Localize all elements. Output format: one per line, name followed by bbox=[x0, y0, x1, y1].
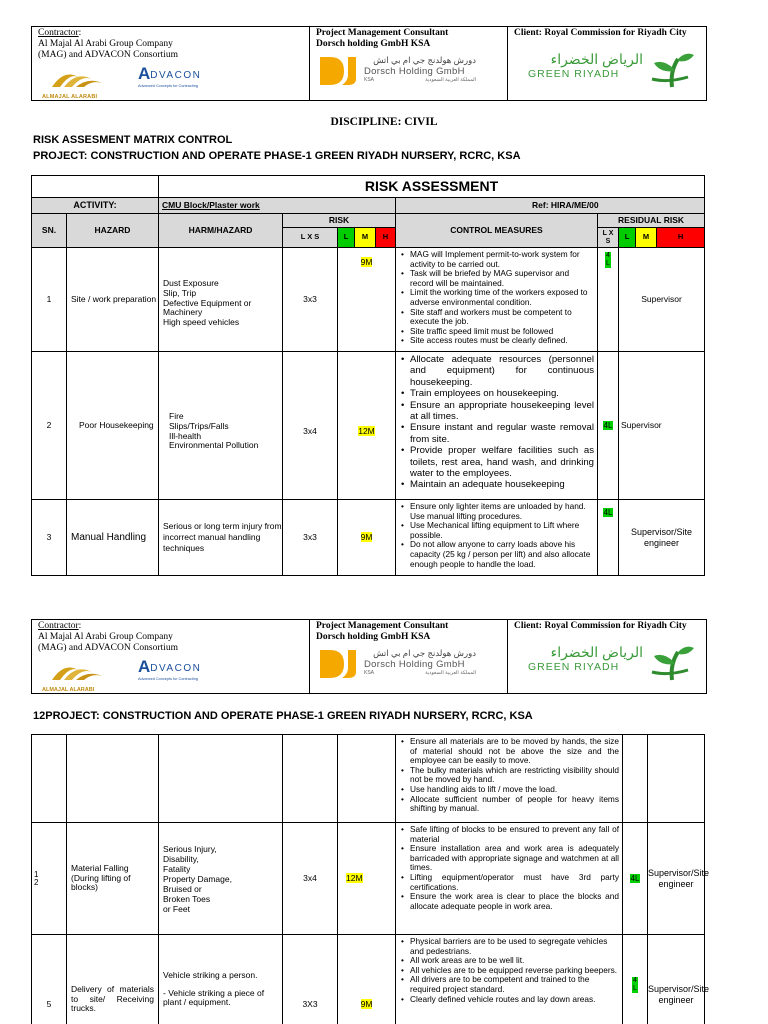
dorsch-arabic-sub: المملكة العربية السعودية bbox=[425, 77, 476, 83]
row-hazard: Site / work preparation bbox=[67, 248, 159, 352]
contractor-line1: Al Majal Al Arabi Group Company bbox=[38, 39, 173, 49]
contractor-cell: Contractor: Al Majal Al Arabi Group Company (MAG) and ADVACON Consortium ALMAJAL ALARABI A DVACON Advanced Concepts for Contracting bbox=[32, 27, 310, 100]
control-item: • Physical barriers are to be used to segregate vehicles and pedestrians. bbox=[400, 937, 619, 956]
advacon-logo-initial: A bbox=[138, 657, 151, 676]
control-item: • Lifting equipment/operator must have 3rd party certifications. bbox=[400, 873, 619, 892]
control-item: • Ensure an appropriate housekeeping level at all times. bbox=[400, 400, 594, 423]
almajal-alarabi-logo bbox=[42, 67, 112, 100]
activity-value: CMU Block/Plaster work bbox=[162, 199, 260, 210]
row-harm bbox=[159, 248, 283, 352]
green-riyadh-logo-icon bbox=[648, 642, 696, 682]
control-item: • Site access routes must be clearly defined. bbox=[400, 336, 594, 346]
almajal-logo-icon bbox=[42, 660, 112, 682]
row-lxs: 3X3 bbox=[283, 935, 338, 1024]
table-corner-cell bbox=[32, 176, 159, 198]
pmc-cell bbox=[310, 620, 508, 693]
dorsch-logo-icon bbox=[318, 55, 358, 87]
table-row bbox=[32, 935, 705, 1024]
control-item: • Site staff and workers must be competent to execute the job. bbox=[400, 308, 594, 327]
row-hazard: Material Falling (During lifting of blocks) bbox=[67, 823, 159, 935]
green-riyadh-text bbox=[528, 644, 643, 673]
row-risk-cell bbox=[338, 248, 396, 352]
row-risk: 9M bbox=[360, 531, 373, 542]
row-hazard: Manual Handling bbox=[67, 500, 159, 576]
row-responsible: Supervisor/Site engineer bbox=[648, 823, 705, 935]
row-risk: 9M bbox=[360, 998, 373, 1009]
row-harm bbox=[159, 735, 283, 823]
row-risk-cell bbox=[338, 935, 396, 1024]
activity-label: ACTIVITY: bbox=[32, 198, 159, 214]
control-item: • Limit the working time of the workers exposed to adverse environmental condition. bbox=[400, 288, 594, 307]
harm-item: High speed vehicles bbox=[163, 317, 240, 328]
harm-item: Slips/Trips/Falls bbox=[169, 420, 229, 431]
client-title: Client: Royal Commission for Riyadh City bbox=[514, 28, 687, 38]
almajal-logo-icon bbox=[42, 67, 112, 89]
row-residual-cell bbox=[623, 823, 648, 935]
row-lxs: 3x4 bbox=[283, 823, 338, 935]
green-riyadh-text bbox=[528, 51, 643, 80]
row-sn: 3 bbox=[32, 500, 67, 576]
control-item: • All vehicles are to be equipped reverse parking beepers. bbox=[400, 966, 619, 976]
control-item: • Ensure instant and regular waste removal from site. bbox=[400, 422, 594, 445]
control-item: • All drivers are to be competent and trained to the required project standard. bbox=[400, 975, 619, 994]
row-risk bbox=[338, 735, 396, 823]
row-risk: 9M bbox=[360, 257, 373, 267]
row-hazard: Poor Housekeeping bbox=[67, 352, 159, 500]
pmc-name: Dorsch holding GmbH KSA bbox=[316, 632, 431, 642]
row-hazard bbox=[67, 735, 159, 823]
row-lxs bbox=[283, 735, 338, 823]
row-controls bbox=[396, 352, 598, 500]
row-residual bbox=[623, 735, 648, 823]
dorsch-logo-icon bbox=[318, 648, 358, 680]
client-cell bbox=[508, 620, 706, 693]
col-low-header: L bbox=[338, 228, 355, 248]
row-harm: Serious or long term injury from incorrect manual handling techniques bbox=[159, 500, 283, 576]
col-control-header: CONTROL MEASURES bbox=[396, 214, 598, 248]
project-title: PROJECT: CONSTRUCTION AND OPERATE PHASE-1 GREEN RIYADH NURSERY, RCRC, KSA bbox=[33, 150, 521, 162]
document-header bbox=[31, 26, 707, 101]
control-item: • MAG will Implement permit-to-work system for activity to be carried out. bbox=[400, 250, 594, 269]
advacon-logo bbox=[138, 658, 228, 688]
col-high-header: H bbox=[376, 228, 396, 248]
control-item: • Ensure only lighter items are unloaded by hand. Use manual lifting procedures. bbox=[400, 502, 594, 521]
dorsch-arabic: دورش هولدنج جي ام بي اتش bbox=[373, 648, 476, 658]
row-risk-cell bbox=[338, 352, 396, 500]
harm-item: Serious Injury, bbox=[163, 843, 217, 854]
green-riyadh-name: GREEN RIYADH bbox=[528, 661, 620, 673]
green-riyadh-logo-icon bbox=[648, 49, 696, 89]
contractor-line2: (MAG) and ADVACON Consortium bbox=[38, 50, 178, 60]
col-residual-header: RESIDUAL RISK bbox=[598, 214, 705, 228]
pmc-title: Project Management Consultant bbox=[316, 28, 449, 38]
row-controls bbox=[396, 935, 623, 1024]
matrix-title: RISK ASSESMENT MATRIX CONTROL bbox=[33, 134, 233, 146]
harm-item: Defective Equipment or Machinery bbox=[163, 297, 252, 318]
table-row bbox=[32, 352, 705, 500]
col-medium-header: M bbox=[355, 228, 376, 248]
control-item: • Ensure the work area is clear to place the blocks and allocate adequate people in work area. bbox=[400, 892, 619, 911]
row-controls bbox=[396, 500, 598, 576]
almajal-logo-text: ALMAJAL ALARABI bbox=[42, 94, 98, 100]
harm-item: Property Damage, bbox=[163, 873, 232, 884]
contractor-label: Contractor bbox=[38, 621, 79, 631]
green-riyadh-name: GREEN RIYADH bbox=[528, 68, 620, 80]
row-responsible: Supervisor/Site engineer bbox=[619, 500, 705, 576]
project-title-2: 12PROJECT: CONSTRUCTION AND OPERATE PHASE-1 GREEN RIYADH NURSERY, RCRC, KSA bbox=[33, 710, 533, 722]
row-risk: 12M bbox=[346, 872, 363, 883]
row-risk-cell bbox=[338, 823, 396, 935]
harm-item: Fatality bbox=[163, 863, 191, 874]
ref-number: Ref: HIRA/ME/00 bbox=[396, 198, 705, 214]
col-medium-residual-header: M bbox=[636, 228, 657, 248]
table-row bbox=[32, 248, 705, 352]
row-risk-cell bbox=[338, 500, 396, 576]
row-residual-cell bbox=[623, 935, 648, 1024]
row-residual: 4L bbox=[603, 508, 613, 517]
control-item: • Train employees on housekeeping. bbox=[400, 388, 594, 399]
col-lxs-residual-header: L X S bbox=[598, 228, 619, 248]
advacon-logo-initial: A bbox=[138, 64, 151, 83]
contractor-line1: Al Majal Al Arabi Group Company bbox=[38, 632, 173, 642]
row-residual-cell bbox=[598, 248, 619, 352]
harm-item: Bruised or bbox=[163, 883, 202, 894]
dorsch-arabic: دورش هولدنج جي ام بي اتش bbox=[373, 55, 476, 65]
row-hazard: Delivery of materials to site/ Receiving trucks. bbox=[67, 935, 159, 1024]
row-controls bbox=[396, 248, 598, 352]
row-harm bbox=[159, 352, 283, 500]
risk-assessment-table-continued bbox=[31, 734, 710, 1024]
control-item: • The bulky materials which are restricting visibility should not be moved by hand. bbox=[400, 766, 619, 785]
row-sn: 5 bbox=[32, 935, 67, 1024]
col-hazard-header: HAZARD bbox=[67, 214, 159, 248]
pmc-title: Project Management Consultant bbox=[316, 621, 449, 631]
dorsch-ksa: KSA bbox=[364, 670, 375, 676]
almajal-alarabi-logo bbox=[42, 660, 112, 693]
control-item: • Maintain an adequate housekeeping bbox=[400, 479, 594, 490]
green-riyadh-arabic: الرياض الخضراء bbox=[550, 51, 643, 67]
row-responsible: Supervisor bbox=[619, 352, 705, 500]
harm-item: Ill-health bbox=[169, 430, 202, 441]
table-row bbox=[32, 823, 705, 935]
row-responsible bbox=[648, 735, 705, 823]
control-item: • Site traffic speed limit must be followed bbox=[400, 327, 594, 337]
row-lxs: 3x3 bbox=[283, 248, 338, 352]
harm-item: Dust Exposure bbox=[163, 278, 219, 289]
harm-item: Slip, Trip bbox=[163, 287, 197, 298]
client-title: Client: Royal Commission for Riyadh City bbox=[514, 621, 687, 631]
harm-item: Fire bbox=[169, 410, 184, 421]
harm-item: Environmental Pollution bbox=[169, 440, 259, 451]
control-item: • All work areas are to be well lit. bbox=[400, 956, 619, 966]
dorsch-logo-text bbox=[364, 55, 504, 83]
contractor-line2: (MAG) and ADVACON Consortium bbox=[38, 643, 178, 653]
row-controls bbox=[396, 735, 623, 823]
row-lxs: 3x4 bbox=[283, 352, 338, 500]
control-item: • Safe lifting of blocks to be ensured to prevent any fall of material bbox=[400, 825, 619, 844]
document-header-2 bbox=[31, 619, 707, 694]
dorsch-ksa: KSA bbox=[364, 77, 375, 83]
control-item: • Allocate sufficient number of people for heavy items shifting by manual. bbox=[400, 795, 619, 814]
control-item: • Use handling aids to lift / move the load. bbox=[400, 785, 619, 795]
row-residual: 4L bbox=[603, 420, 613, 430]
col-risk-header: RISK bbox=[283, 214, 396, 228]
harm-item: Broken Toes bbox=[163, 893, 211, 904]
row-residual-cell bbox=[598, 500, 619, 576]
contractor-cell: Contractor: Al Majal Al Arabi Group Company (MAG) and ADVACON Consortium ALMAJAL ALARABI A DVACON Advanced Concepts for Contracting bbox=[32, 620, 310, 693]
table-row bbox=[32, 735, 705, 823]
table-row bbox=[32, 500, 705, 576]
dorsch-arabic-sub: المملكة العربية السعودية bbox=[425, 670, 476, 676]
row-sn: 1 bbox=[32, 248, 67, 352]
dorsch-name: Dorsch Holding GmbH bbox=[364, 66, 465, 77]
row-responsible: Supervisor/Site engineer bbox=[648, 935, 705, 1024]
contractor-label: Contractor bbox=[38, 28, 79, 38]
pmc-name: Dorsch holding GmbH KSA bbox=[316, 39, 431, 49]
harm-item: or Feet bbox=[163, 903, 190, 914]
control-item: • Do not allow anyone to carry loads above his capacity (25 kg / person per lift) and also allocate enough people to handle the load. bbox=[400, 540, 594, 569]
col-sn-header: SN. bbox=[32, 214, 67, 248]
row-residual: 4L bbox=[606, 252, 610, 267]
row-residual: 4L bbox=[630, 873, 640, 883]
advacon-tagline: Advanced Concepts for Contracting bbox=[138, 677, 198, 681]
row-harm bbox=[159, 823, 283, 935]
col-high-residual-header: H bbox=[657, 228, 705, 248]
row-risk: 12M bbox=[358, 425, 375, 436]
advacon-logo-text: DVACON bbox=[150, 70, 202, 81]
row-lxs: 3x3 bbox=[283, 500, 338, 576]
col-lxs-header: L X S bbox=[283, 228, 338, 248]
advacon-logo-text: DVACON bbox=[150, 663, 202, 674]
row-sn-part: 2 bbox=[34, 877, 39, 887]
col-harm-header: HARM/HAZARD bbox=[159, 214, 283, 248]
client-cell bbox=[508, 27, 706, 100]
row-sn: 2 bbox=[32, 352, 67, 500]
row-controls bbox=[396, 823, 623, 935]
almajal-logo-text: ALMAJAL ALARABI bbox=[42, 687, 95, 693]
control-item: • Ensure installation area and work area is adequately barricaded with appropriate signage and watchmen at all times. bbox=[400, 844, 619, 873]
row-residual-cell bbox=[598, 352, 619, 500]
advacon-tagline: Advanced Concepts for Contracting bbox=[138, 84, 198, 88]
pmc-cell bbox=[310, 27, 508, 100]
green-riyadh-arabic: الرياض الخضراء bbox=[550, 644, 643, 660]
row-sn bbox=[32, 735, 67, 823]
control-item: • Ensure all materials are to be moved by hands, the size of material should not be above the size and the employee can be easily to move. bbox=[400, 737, 619, 766]
control-item: • Provide proper welfare facilities such as toilets, rest area, hand wash, and drinking water to the employees. bbox=[400, 445, 594, 479]
row-responsible: Supervisor bbox=[619, 248, 705, 352]
control-item: • Allocate adequate resources (personnel and equipment) for continuous housekeeping. bbox=[400, 354, 594, 388]
discipline-title: DISCIPLINE: CIVIL bbox=[330, 116, 438, 128]
harm-item: Disability, bbox=[163, 853, 199, 864]
row-sn-part: 1 bbox=[34, 869, 39, 879]
dorsch-logo-text bbox=[364, 648, 504, 676]
table-title: RISK ASSESSMENT bbox=[159, 176, 705, 198]
control-item: • Use Mechanical lifting equipment to Lift where possible. bbox=[400, 521, 594, 540]
row-harm bbox=[159, 935, 283, 1024]
control-item: • Clearly defined vehicle routes and lay down areas. bbox=[400, 995, 619, 1005]
row-sn bbox=[32, 823, 67, 935]
row-residual: 4L bbox=[633, 976, 637, 992]
risk-assessment-table bbox=[31, 175, 705, 576]
harm-item: Vehicle striking a person. bbox=[163, 969, 258, 980]
harm-item: - Vehicle striking a piece of plant / equipment. bbox=[163, 987, 265, 1008]
dorsch-name: Dorsch Holding GmbH bbox=[364, 659, 465, 670]
advacon-logo bbox=[138, 65, 228, 95]
col-low-residual-header: L bbox=[619, 228, 636, 248]
control-item: • Task will be briefed by MAG supervisor and record will be maintained. bbox=[400, 269, 594, 288]
